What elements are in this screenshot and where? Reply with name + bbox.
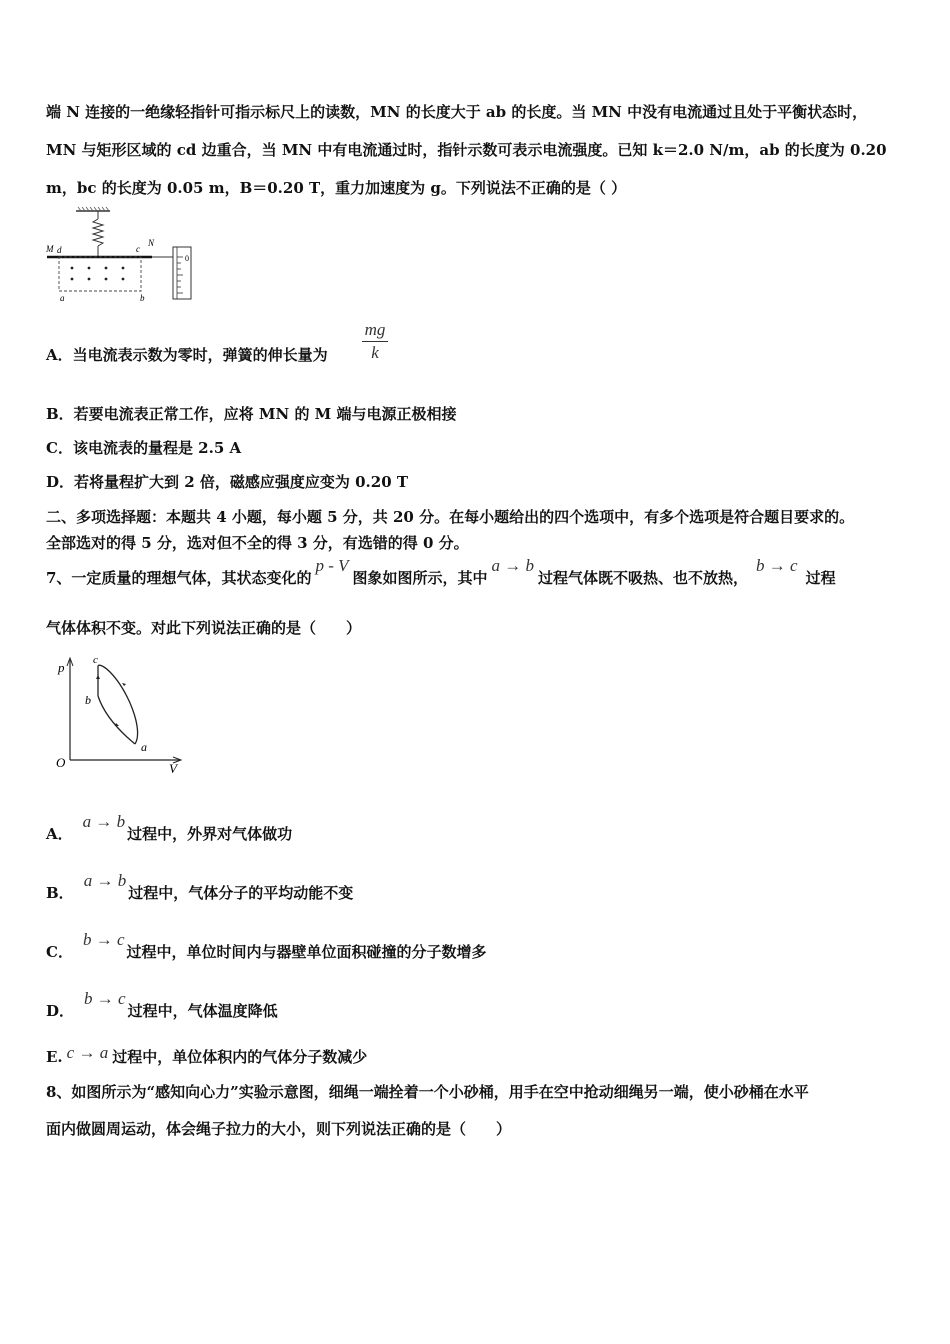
q7-pv-math: p - V	[315, 556, 349, 575]
label-N: N	[148, 238, 155, 248]
option-text: 过程中，单位体积内的气体分子数减少	[112, 1048, 368, 1066]
q7-tail: 过程	[805, 569, 836, 587]
q7-option-d	[46, 989, 278, 1021]
q6-option-a: A．当电流表示数为零时，弹簧的伸长量为	[46, 346, 328, 364]
option-math: a → b	[83, 871, 127, 890]
label-b: b	[140, 293, 145, 303]
q6-option-b: B．若要电流表正常工作，应将 MN 的 M 端与电源正极相接	[46, 405, 457, 423]
q7-line-2: 气体体积不变。对此下列说法正确的是（ ）	[46, 619, 362, 637]
fraction-numerator: mg	[364, 320, 386, 339]
option-letter: E.	[46, 1048, 63, 1066]
q7-bc-math: b → c	[756, 556, 798, 575]
q7-option-a	[46, 812, 293, 844]
q7-option-c	[46, 930, 487, 962]
label-M: M	[46, 244, 54, 254]
option-text: 过程中，气体温度降低	[127, 1002, 278, 1020]
q6-option-d: D．若将量程扩大到 2 倍，磁感应强度应变为 0.20 T	[46, 473, 409, 491]
label-d: d	[57, 245, 62, 255]
q7-ab-math: a → b	[491, 556, 535, 575]
q6-figure	[44, 205, 204, 305]
q7-option-e	[46, 1043, 368, 1067]
section2-line-1: 二、多项选择题：本题共 4 小题，每小题 5 分，共 20 分。在每小题给出的四个选项中，有多个选项是符合题目要求的。	[46, 508, 855, 526]
option-letter: C．	[46, 943, 73, 961]
option-math: a → b	[82, 812, 126, 831]
option-text: 过程中，气体分子的平均动能不变	[128, 884, 354, 902]
q7-mid2: 过程气体既不吸热、也不放热，	[538, 569, 749, 587]
option-letter: D．	[46, 1002, 75, 1020]
axis-label-p: p	[58, 660, 65, 675]
option-text: 过程中，单位时间内与器壁单位面积碰撞的分子数增多	[126, 943, 487, 961]
option-letter: A．	[46, 825, 73, 843]
q7-option-b	[46, 871, 354, 903]
label-c: c	[136, 244, 140, 254]
q7-mid1: 图象如图所示，其中	[352, 569, 488, 587]
q7-pv-figure	[52, 652, 192, 777]
q8-line-2: 面内做圆周运动，体会绳子拉力的大小，则下列说法正确的是（ ）	[46, 1120, 512, 1138]
label-zero: 0	[185, 254, 189, 263]
fraction-bar	[362, 341, 388, 342]
q8-line-1: 8、如图所示为“感知向心力”实验示意图，细绳一端拴着一个小砂桶，用手在空中抢动细绳另一端，使小砂桶在水平	[46, 1083, 809, 1101]
q7-line-1	[46, 556, 836, 588]
label-a: a	[60, 293, 65, 303]
point-label-a: a	[141, 740, 147, 754]
axis-label-v: V	[169, 761, 177, 776]
option-math: b → c	[82, 930, 125, 949]
q7-prefix: 7、一定质量的理想气体，其状态变化的	[46, 569, 312, 587]
q6-line-3: m，bc 的长度为 0.05 m，B＝0.20 T，重力加速度为 g。下列说法不正确的是（ ）	[46, 179, 627, 197]
option-math: b → c	[84, 989, 126, 1008]
fraction-denominator: k	[371, 343, 379, 362]
point-label-c: c	[93, 654, 98, 666]
point-label-b: b	[85, 693, 91, 707]
option-letter: B．	[46, 884, 74, 902]
fraction-mg-over-k	[360, 320, 390, 363]
q6-line-1: 端 N 连接的一绝缘轻指针可指示标尺上的读数，MN 的长度大于 ab 的长度。当 MN 中没有电流通过且处于平衡状态时，	[46, 103, 868, 121]
q6-line-2: MN 与矩形区域的 cd 边重合，当 MN 中有电流通过时，指针示数可表示电流强度。已知 k＝2.0 N/m，ab 的长度为 0.20	[46, 141, 887, 159]
section2-line-2: 全部选对的得 5 分，选对但不全的得 3 分，有选错的得 0 分。	[46, 534, 469, 552]
q6-option-c: C．该电流表的量程是 2.5 A	[46, 439, 242, 457]
option-math: c → a	[66, 1043, 109, 1062]
option-text: 过程中，外界对气体做功	[127, 825, 293, 843]
origin-label: O	[56, 755, 66, 770]
